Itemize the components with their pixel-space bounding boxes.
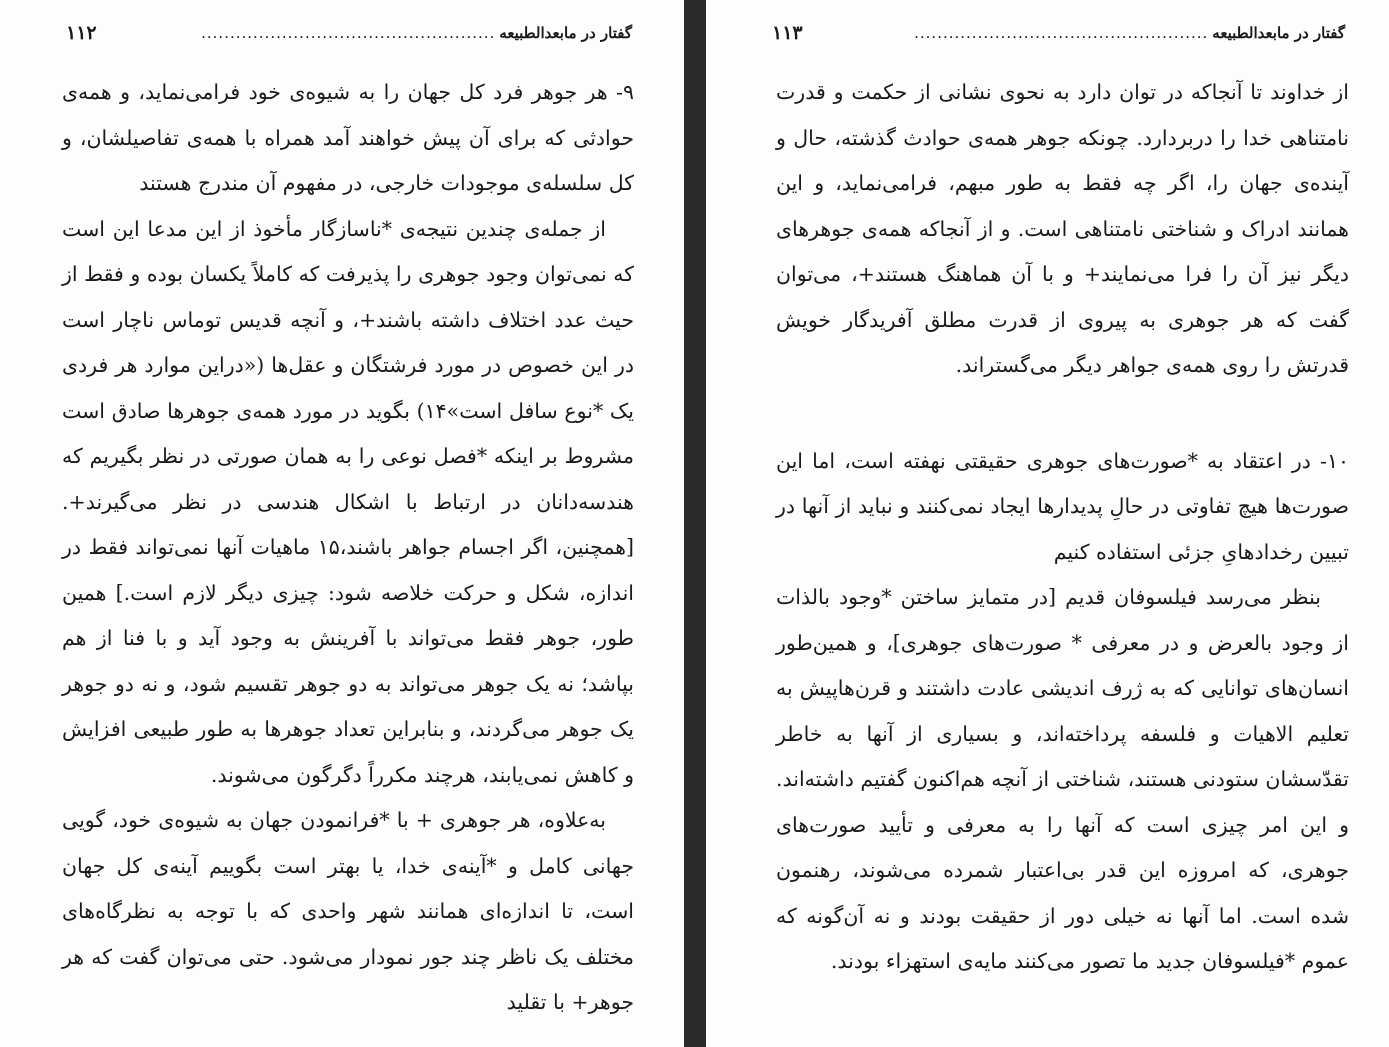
section-heading-paragraph: ۱۰- در اعتقاد به *صورت‌های جوهری حقیقتی نهفته است، اما این صورت‌ها هیچ تفاوتی در حالِ پدیدارها ایجاد نمی‌کنند و نباید از آنها در تبیین رخدادهایِ جزئی استفاده کنیم xyxy=(776,448,1349,564)
page-body xyxy=(776,70,1349,985)
body-paragraph: بنظر می‌رسد فیلسوفان قدیم [در متمایز ساختن *وجود بالذات از وجود بالعرض و در معرفی * صورت‌های جوهری]، و همین‌طور انسان‌های توانایی که به ژرف اندیشی عادت داشتند و قرن‌هاپیش به تعلیم الاهیات و فلسفه پرداخته‌اند، و بسیاری از آنها به خاطر تقدّسشان ستودنی هستند، شناختی از آنچه هم‌اکنون گفتیم داشته‌اند. و این امر چیزی است که آنها را به معرفی و تأیید صورت‌های جوهری، که امروزه این قدر بی‌اعتبار شمرده می‌شوند، رهنمون شده است. اما آنها نه خیلی دور از حقیقت بودند و نه آن‌گونه که عموم *فیلسوفان جدید ما تصور می‌کنند مایه‌ی استهزاء بودند. xyxy=(776,585,1350,973)
header-title: گفتار در مابعدالطبیعه xyxy=(1212,24,1345,42)
section-spacer xyxy=(776,389,1349,439)
page-body xyxy=(62,70,634,1026)
header-dot-leader: ................................................... xyxy=(201,24,496,42)
body-paragraph: به‌علاوه، هر جوهری + با *فرانمودن جهان به شیوه‌ی خود، گویی جهانی کامل و *آینه‌ی خدا، یا بهتر است بگوییم آینه‌ی کل جهان است، تا اندازه‌ای همانند شهر واحدی که با توجه به نظرگاه‌های مختلف یک ناظر چند جور نمودار می‌شود. حتی می‌توان گفت که هر جوهر+ با تقلید xyxy=(62,808,634,1014)
header-title: گفتار در مابعدالطبیعه xyxy=(499,24,632,42)
running-header xyxy=(66,18,632,48)
running-header xyxy=(772,18,1345,48)
left-page xyxy=(0,0,684,1047)
header-dot-leader: ................................................... xyxy=(914,24,1209,42)
body-paragraph: از خداوند تا آنجاکه در توان دارد به نحوی نشانی از حکمت و قدرت نامتناهی خدا را دربردارد. چونکه جوهر همه‌ی حوادث گذشته، حال و آینده‌ی جهان را، اگر چه فقط به طور مبهم، فرامی‌نماید، و این همانند ادراک و شناختی نامتناهی است. و از آنجاکه همه‌ی جوهرهای دیگر نیز آن را فرا می‌نمایند+ و با آن هماهنگ هستند+، می‌توان گفت که هر جوهری به پیروی از قدرت مطلق آفریدگار خویش قدرتش را روی همه‌ی جواهر دیگر می‌گستراند. xyxy=(776,80,1349,377)
book-gutter xyxy=(684,0,706,1047)
body-paragraph: از جمله‌ی چندین نتیجه‌ی *ناسازگار مأخوذ از این مدعا این است که نمی‌توان وجود جوهری را پذیرفت که کاملاً یکسان بوده و فقط از حیث عدد اختلاف داشته باشند+، و آنچه قدیس توماس ناچار است در این خصوص در مورد فرشتگان و عقل‌ها («دراین موارد هر فردی یک *نوع سافل است»۱۴) بگوید در مورد همه‌ی جوهرها صادق است مشروط بر اینکه *فصل نوعی را به همان صورتی در نظر بگیریم که هندسه‌دانان در ارتباط با اشکال هندسی در نظر می‌گیرند+. [همچنین، اگر اجسام جواهر باشند،۱۵ ماهیات آنها نمی‌تواند فقط در اندازه، شکل و حرکت خلاصه شود: چیزی دیگر لازم است.] همین طور، جوهر فقط می‌تواند با آفرینش به وجود آید و با فنا از هم بپاشد؛ نه یک جوهر می‌تواند به دو جوهر تقسیم شود، و نه دو جوهر یک جوهر می‌گردند، و بنابراین تعداد جوهرها به طور طبیعی افزایش و کاهش نمی‌یابند، هرچند مکرراً دگرگون می‌شوند. xyxy=(62,216,634,787)
page-number: ۱۱۳ xyxy=(772,22,803,44)
right-page xyxy=(706,0,1389,1047)
page-number: ۱۱۲ xyxy=(66,22,97,44)
section-heading-paragraph: ۹- هر جوهر فرد کل جهان را به شیوه‌ی خود فرامی‌نماید، و همه‌ی حوادثی که برای آن پیش خواهند آمد همراه با همه‌ی تفاصیلشان، و کل سلسله‌ی موجودات خارجی، در مفهوم آن مندرج هستند xyxy=(62,80,634,195)
